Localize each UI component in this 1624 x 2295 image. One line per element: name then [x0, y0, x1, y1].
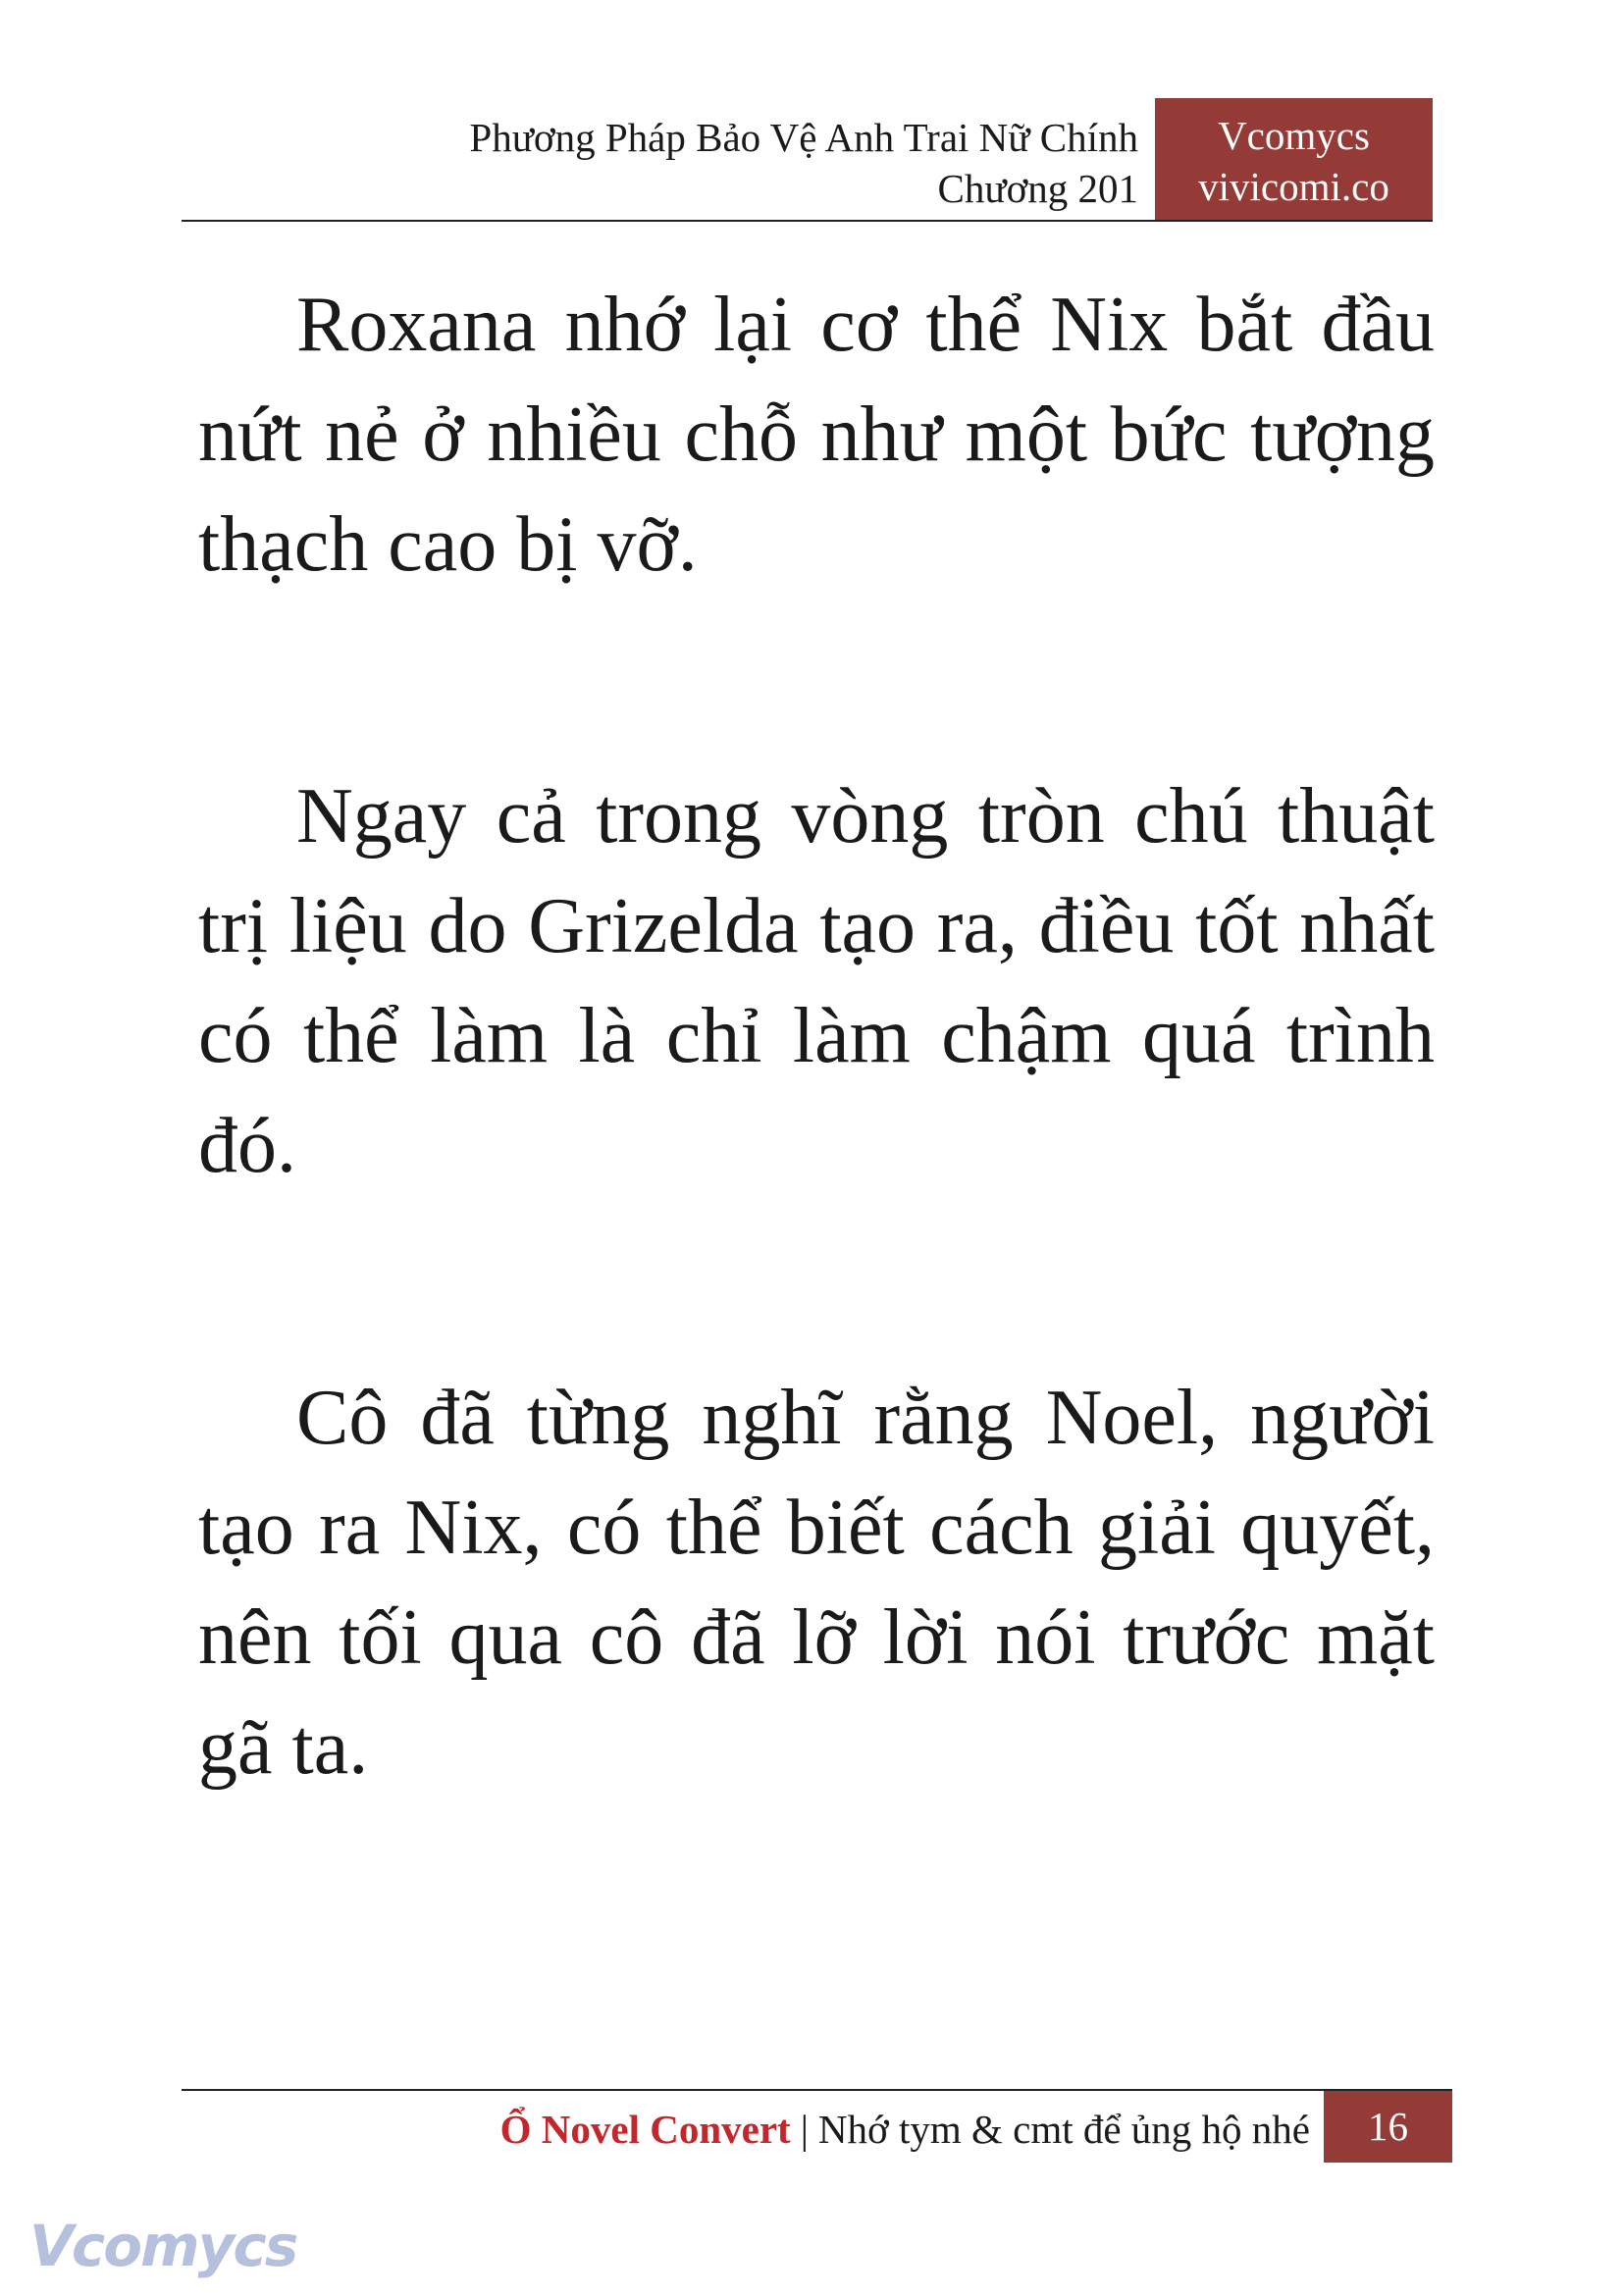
page-header	[182, 98, 1433, 222]
footer-message: Nhớ tym & cmt để ủng hộ nhé	[817, 2107, 1310, 2152]
header-badge	[1155, 98, 1433, 222]
page-footer	[500, 2096, 1310, 2163]
book-title: Phương Pháp Bảo Vệ Anh Trai Nữ Chính	[469, 115, 1138, 160]
paragraph-3: Cô đã từng nghĩ rằng Noel, người tạo ra Nix, có thể biết cách giải quyết, nên tối qua cô đã lỡ lời nói trước mặt gã ta.	[198, 1375, 1435, 1791]
footer-brand: Ổ Novel Convert	[499, 2107, 791, 2152]
chapter-label: Chương 201	[937, 166, 1138, 211]
header-text	[469, 112, 1138, 214]
badge-site: vivicomi.co	[1198, 164, 1389, 209]
paragraph-2: Ngay cả trong vòng tròn chú thuật trị liệu do Grizelda tạo ra, điều tốt nhất có thể làm là chỉ làm chậm quá trình đó.	[198, 773, 1435, 1189]
watermark-logo: Vcomycs	[29, 2213, 297, 2279]
paragraph-1: Roxana nhớ lại cơ thể Nix bắt đầu nứt nẻ ở nhiều chỗ như một bức tượng thạch cao bị vỡ.	[198, 282, 1435, 588]
header-divider	[182, 220, 1433, 222]
footer-divider	[182, 2089, 1452, 2091]
badge-brand: Vcomycs	[1218, 113, 1370, 158]
footer-separator: |	[800, 2107, 809, 2152]
page-body	[198, 270, 1435, 1964]
page-number: 16	[1324, 2091, 1452, 2163]
